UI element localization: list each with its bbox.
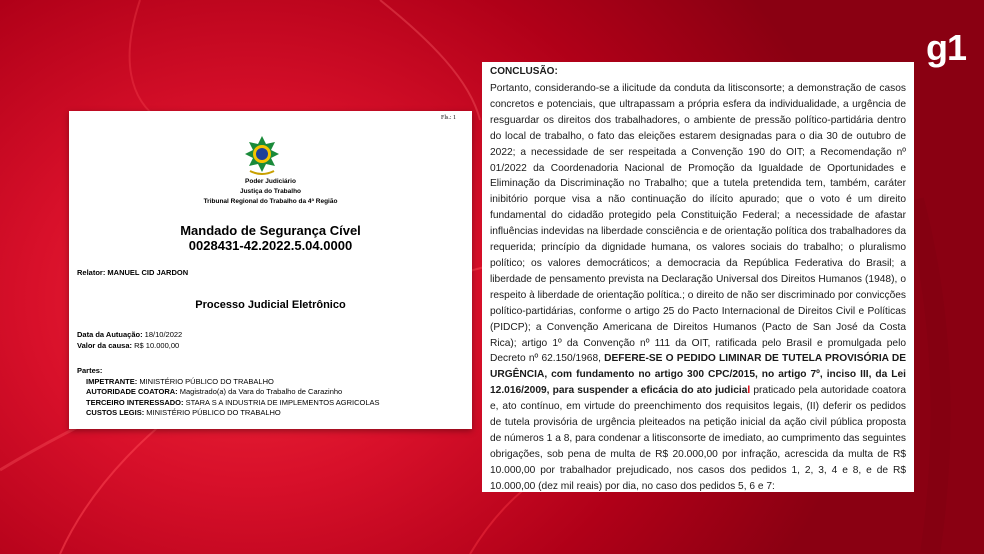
document-cover-page [69,111,472,429]
g1-logo[interactable]: g1 [925,27,966,68]
party-name: STARA S A INDUSTRIA DE IMPLEMENTOS AGRICOLAS [185,397,380,407]
conclusion-heading: CONCLUSÃO: [490,66,558,77]
court-header [69,177,472,207]
autuacao-label: Data da Autuação: [77,330,143,339]
party-row [77,387,380,398]
valor-label: Valor da causa: [77,341,133,350]
document-conclusion-page [482,62,914,492]
party-row [77,408,380,419]
party-role: AUTORIDADE COATORA: [86,387,178,396]
court-line-1: Poder Judiciário [245,178,296,185]
case-title: Mandado de Segurança Cível [180,223,361,238]
ruling-text-highlight: l [747,385,751,397]
relator: Relator: MANUEL CID JARDON [77,268,189,277]
party-name: Magistrado(a) da Vara do Trabalho de Carazinho [179,387,343,396]
party-role: CUSTOS LEGIS: [86,408,145,417]
party-name: MINISTÉRIO PÚBLICO DO TRABALHO [146,408,281,417]
court-line-2: Justiça do Trabalho [239,188,302,195]
party-role: TERCEIRO INTERESSADO: [86,397,184,407]
court-line-3: Tribunal Regional do Trabalho da 4ª Região [203,198,338,205]
conclusion-paragraph: Portanto, considerando-se a ilicitude da conduta da litisconsorte; a demonstração de casos concretos e potenciais, que ultrapassam a própria esfera da individualidade, a urgência de resguardar os direitos dos trabalhadores, o ambiente de pressão político-partidária dentro do local de trabalho, o fato das eleições estarem designadas para o dia 30 de outubro de 2022; a necessidade de ser respeitada a Convenção 190 do OIT; a Recomendação nº 01/2022 da Coordenadoria Nacional de Promoção da Igualdade de Oportunidades e Eliminação da Discriminação no Trabalho; que a tutela pretendida tem, também, caráter inibitório porque visa a não continuação do ilícito apurado; que o voto é um direito fundamental do cidadão protegido pela Constituição Federal; a necessidade de afastar influências indevidas na liberdade consciência e de orientação política dos trabalhadores da requerida; princípio da dignidade humana, os valores sociais do trabalho; o pluralismo político; os valores democráticos; a democracia da República Federativa do Brasil; a liberdade de pensamento prevista na Declaração Universal dos Direitos Humanos (1948), o respeito à liberdade de orientação política.; o direito de não ser discriminado por convicções político-partidárias, conforme o artigo 25 do Pacto Internacional de Direitos Civil e Políticas (PIDCP); a Convenção Americana de Direitos Humanos (Pacto de San José da Costa Rica); artigo 1º da Convenção nº 111 da OIT, ratificada pelo Brasil e promulgada pelo Decreto nº 62.150/1968, [490,83,906,365]
case-title-block [69,223,472,253]
ruling-continuation: praticado pela autoridade coatora e, ato contínuo, em virtude do preenchimento dos requisitos legais, (II) deferir os pedidos de tutela provisória de urgência pleiteados na petição inicial da ação civil pública proposta de números 1 a 8, para condenar a litisconsorte de imediato, ao cumprimento das seguintes obrigações, sob pena de multa de R$ 20.000,00 por infração, acrescida da multa de R$ 10.000,00 por trabalhador prejudicado, nos casos dos pedidos 1, 2, 3, 4 e 8, e de R$ 10.000,00 (dez mil reais) por dia, no caso dos pedidos 5, 6 e 7: [490,385,906,492]
conclusion-text [490,81,906,492]
valor-value: R$ 10.000,00 [134,341,180,350]
system-name: Processo Judicial Eletrônico [195,299,346,311]
party-name: MINISTÉRIO PÚBLICO DO TRABALHO [139,376,274,386]
page-number: Fls.: 1 [440,115,456,121]
autuacao-value: 18/10/2022 [144,330,183,339]
parties-list [77,366,380,419]
party-role: IMPETRANTE: [86,376,138,386]
parties-label: Partes: [77,366,103,375]
case-dates [77,329,182,351]
party-row [77,377,380,388]
party-row [77,398,380,409]
case-number: 0028431-42.2022.5.04.0000 [188,238,353,253]
brazil-coat-of-arms-icon [244,135,280,177]
ruling-text: DEFERE-SE O PEDIDO LIMINAR DE TUTELA PROVISÓRIA DE URGÊNCIA, com fundamento no artigo 300 CPC/2015, no artigo 7º, inciso III, da Lei 12.016/2009, para suspender a eficácia do ato judicia [490,353,906,397]
